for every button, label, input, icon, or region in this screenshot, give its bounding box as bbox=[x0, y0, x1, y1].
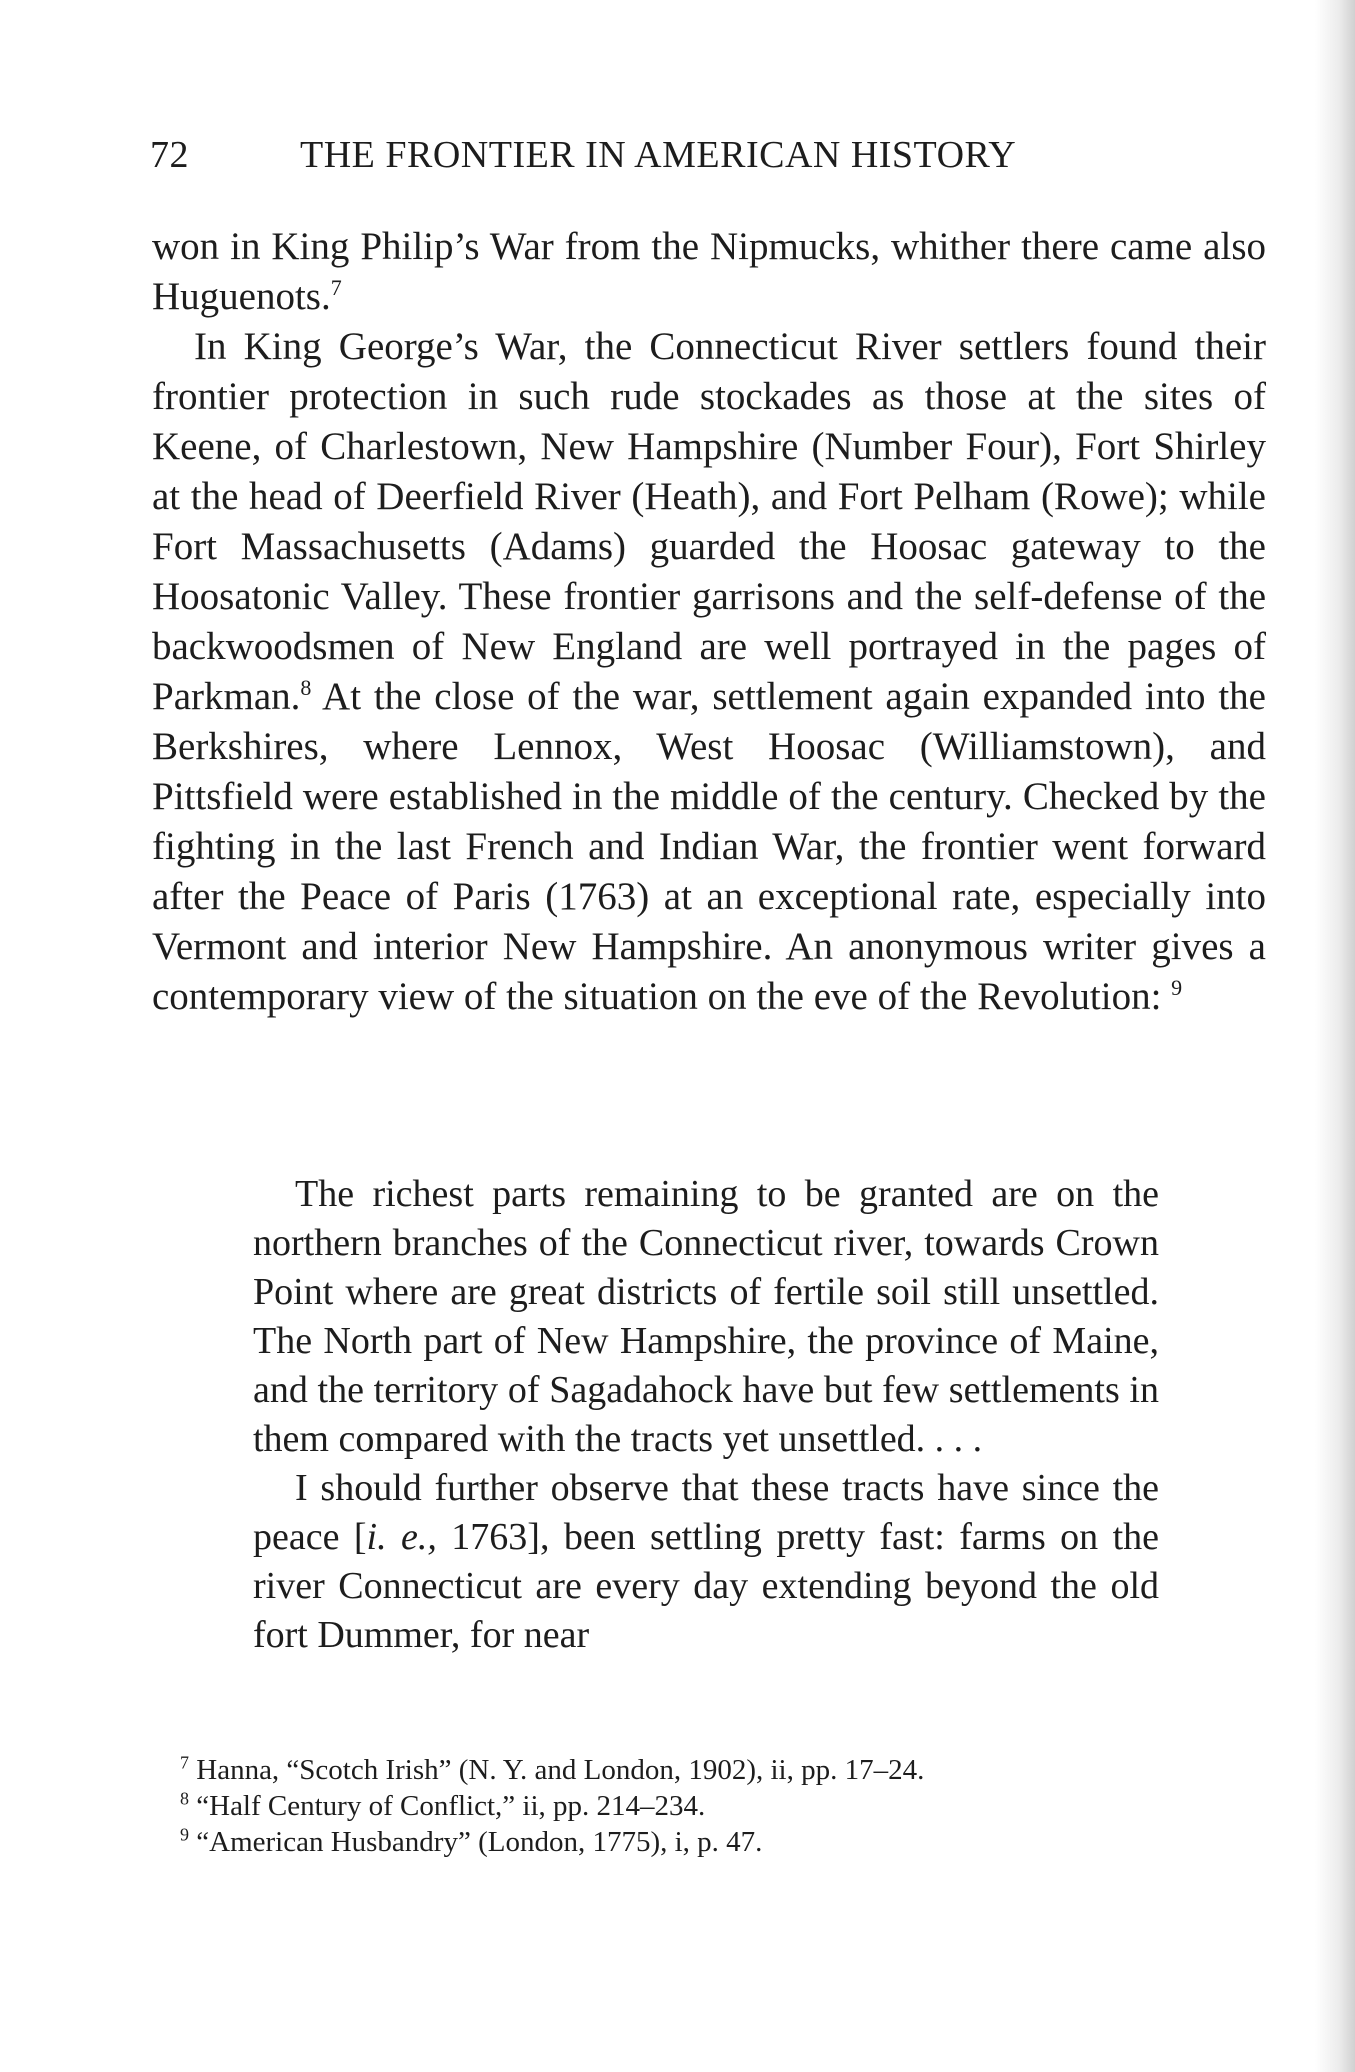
page-edge-shadow bbox=[1315, 0, 1355, 2072]
page-number: 72 bbox=[150, 134, 189, 176]
paragraph-2-part1: In King George’s War, the Connecticut River settlers found their frontier protection in such rude stockades as those at the sites of Keene, of Charlestown, New Hampshire (Number Four), Fort Shirley at the head of Deerfield River (Heath), and Fort Pelham (Rowe); while Fort Massachusetts (Adams) guarded the Hoosac gateway to the Hoosatonic Valley. These frontier garrisons and the self-defense of the backwoodsmen of New England are well portrayed in the pages of Parkman. bbox=[152, 325, 1266, 718]
footnote-8 bbox=[180, 1788, 1270, 1824]
footnote-7 bbox=[180, 1752, 1270, 1788]
paragraph-1 bbox=[152, 222, 1266, 322]
block-quote bbox=[253, 1170, 1159, 1660]
quote-paragraph-1: The richest parts remaining to be granted are on the northern branches of the Connecticut river, towards Crown Point where are great districts of fertile soil still unsettled. The North part of New Hampshire, the province of Maine, and the territory of Sagadahock have but few settlements in them compared with the tracts yet unsettled. . . . bbox=[253, 1173, 1159, 1460]
paragraph-2 bbox=[152, 322, 1266, 1022]
footnote-text: “American Husbandry” (London, 1775), i, p. 47. bbox=[196, 1826, 763, 1858]
footnote-number: 9 bbox=[180, 1824, 189, 1845]
paragraph-1-text: won in King Philip’s War from the Nipmucks, whither there came also Huguenots. bbox=[152, 225, 1266, 318]
footnote-text: “Half Century of Conflict,” ii, pp. 214–234. bbox=[196, 1790, 706, 1822]
footnote-9 bbox=[180, 1824, 1270, 1860]
footnote-number: 7 bbox=[180, 1752, 189, 1773]
quote-paragraph-2 bbox=[253, 1464, 1159, 1660]
footnotes bbox=[180, 1752, 1270, 1860]
quote-paragraph-2-b: 1763], been settling pretty fast: farms on the river Connecticut are every day extending beyond the old fort Dummer, for near bbox=[253, 1516, 1159, 1656]
body-text bbox=[152, 222, 1266, 1022]
page-header bbox=[150, 133, 1270, 183]
running-title: THE FRONTIER IN AMERICAN HISTORY bbox=[300, 134, 1017, 176]
footnote-number: 8 bbox=[180, 1788, 189, 1809]
footnote-ref-9: 9 bbox=[1171, 975, 1183, 1000]
quote-paragraph-2-a: I should further observe that these tracts have since the peace [ bbox=[253, 1467, 1159, 1558]
quote-ie: i. e., bbox=[366, 1516, 437, 1558]
footnote-ref-8: 8 bbox=[300, 675, 312, 700]
paragraph-2-part2: At the close of the war, settlement again expanded into the Berkshires, where Lennox, West Hoosac (Williamstown), and Pittsfield were established in the middle of the century. Checked by the fighting in the last French and Indian War, the frontier went forward after the Peace of Paris (1763) at an exceptional rate, especially into Vermont and interior New Hampshire. An anonymous writer gives a contemporary view of the situation on the eve of the Revolution: bbox=[152, 675, 1266, 1018]
footnote-text: Hanna, “Scotch Irish” (N. Y. and London, 1902), ii, pp. 17–24. bbox=[196, 1754, 925, 1786]
footnote-ref-7: 7 bbox=[330, 275, 342, 300]
